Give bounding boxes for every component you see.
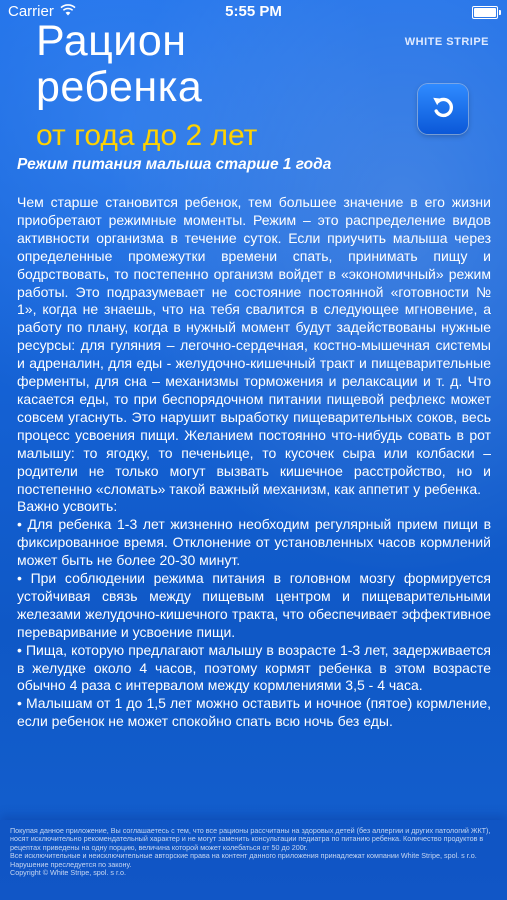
- article-text[interactable]: [17, 194, 491, 814]
- article-paragraph: Чем старше становится ребенок, тем большее значение в его жизни приобретают режимные моменты. Режим – это распределение видов активности организма в течение суток. Если приучить малыша через определенные промежутки времени спать, принимать пищу и бодрствовать, то постепенно организм войдет в «экономичный» режим работы. Это подразумевает не состояние постоянной «готовности № 1», когда не знаешь, что на тебя свалится в следующее мгновение, а работу по плану, когда в нужный момент будут задействованы нужные ресурсы: для гуляния – легочно-сердечная, костно-мышечная системы и адреналин, для еды - желудочно-кишечный тракт и пищеварительные ферменты, для сна – механизмы торможения и релаксации и т. д. Что касается еды, то при беспорядочном питании пищевой рефлекс может совсем угаснуть. Это нарушит выработку пищеварительных соков, весь процесс усвоения пищи. Желанием постоянно что-нибудь совать в рот малышу: то ягодку, то печеньице, то кусочек сыра или колбаски – родители не только могут вызвать кишечное расстройство, но и постепенно «сломать» такой важный механизм, как аппетит у ребенка.: [17, 194, 491, 497]
- footer-disclaimer: Покупая данное приложение, Вы соглашаетесь с тем, что все рационы рассчитаны на здоровых детей (без аллергии и других патологий ЖКТ), носят исключительно рекомендательный характер и не могут заменить консультации педиатра по питанию ребенка. Количество продуктов в рецептах приведены на одну порцию, величина которой может колебаться от 50 до 200г.: [10, 826, 491, 852]
- status-time: 5:55 PM: [225, 3, 282, 20]
- article-paragraph: • Пища, которую предлагают малышу в возрасте 1-3 лет, задерживается в желудке около 4 часов, поэтому кормят ребенка в этом возрасте обычно 4 раза с интервалом между кормлениями 3,5 - 4 часа.: [17, 641, 491, 694]
- carrier-label: Carrier: [8, 3, 54, 20]
- battery-icon: [472, 6, 498, 19]
- footer-text: [10, 827, 497, 877]
- battery-fill: [474, 8, 496, 17]
- brand-logo: WHITE STRIPE: [404, 36, 489, 48]
- footer-copyright: Copyright © White Stripe, spol. s r.o.: [10, 868, 126, 878]
- app-title-line-2: ребенка: [36, 63, 203, 111]
- app-title-line-1: Рацион: [36, 17, 187, 65]
- article-paragraph: • Малышам от 1 до 1,5 лет можно оставить и ночное (пятое) кормление, если ребенок не может спокойно спать всю ночь без еды.: [17, 695, 491, 730]
- refresh-icon: [429, 93, 457, 126]
- article-heading: Режим питания малыша старше 1 года: [17, 156, 332, 173]
- age-subtitle: от года до 2 лет: [36, 119, 258, 152]
- app-title-block: [36, 18, 257, 154]
- article-paragraph: Важно усвоить:: [17, 498, 118, 515]
- article-paragraph: • Для ребенка 1-3 лет жизненно необходим регулярный прием пищи в фиксированное время. Отклонение от установленных часов кормлений может быть не более 20-30 минут.: [17, 516, 491, 569]
- footer: [0, 820, 507, 900]
- refresh-button[interactable]: [418, 84, 468, 134]
- footer-rights: Все исключительные и неисключительные авторские права на контент данного приложения принадлежат компании White Stripe, spol. s r.o. Нарушение преследуется по закону.: [10, 851, 477, 869]
- article-paragraph: • При соблюдении режима питания в головном мозгу формируется устойчивая связь между пищевым центром и пищеварительными железами желудочно-кишечного тракта, что обеспечивает эффективное переваривание и усвоение пищи.: [17, 570, 491, 640]
